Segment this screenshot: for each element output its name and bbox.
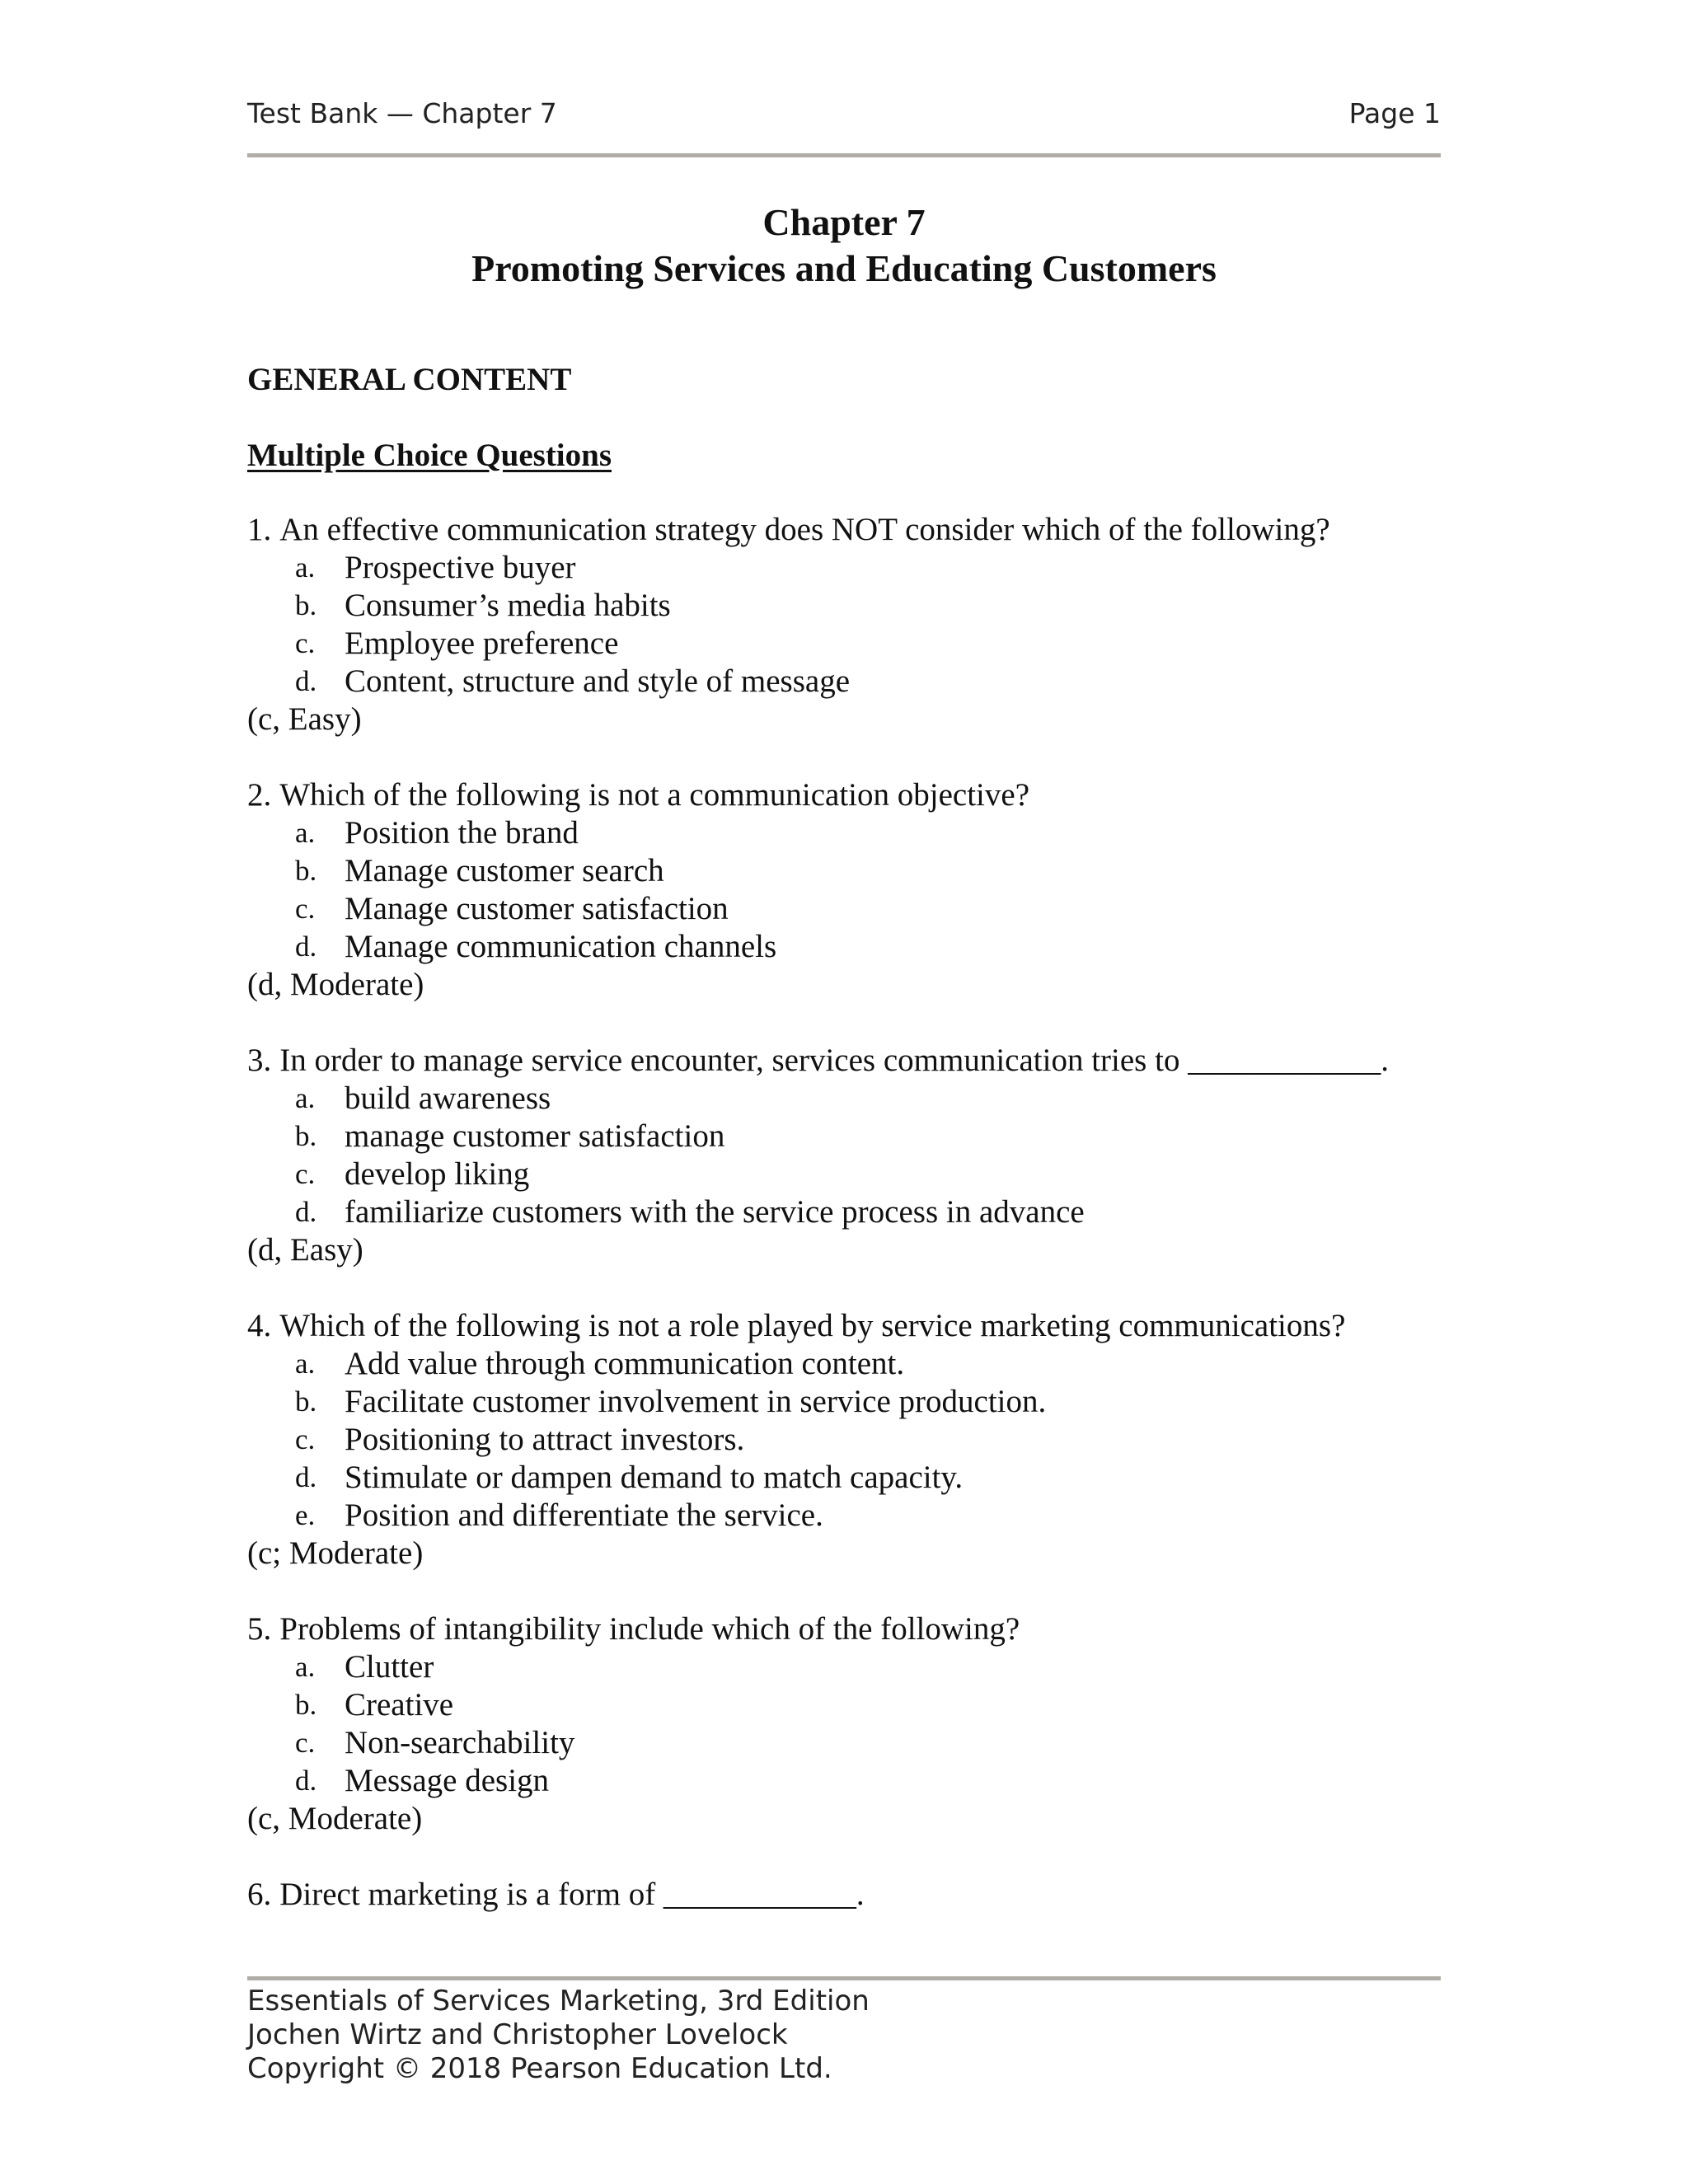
question-number: 2. (247, 777, 272, 813)
option-letter: e. (295, 1499, 316, 1531)
option-item (247, 1383, 1441, 1421)
option-item (247, 814, 1441, 852)
answer-key: (d, Easy) (247, 1232, 363, 1268)
option-item (247, 549, 1441, 587)
option-item (247, 1080, 1441, 1118)
question-text: In order to manage service encounter, services communication tries to ____________. (279, 1043, 1389, 1078)
answer-key: (d, Moderate) (247, 967, 424, 1002)
option-letter: c. (295, 1727, 316, 1759)
question-text: Which of the following is not a communication objective? (279, 777, 1030, 813)
option-list (247, 1648, 1441, 1800)
running-header-title: Test Bank — Chapter 7 (247, 97, 557, 129)
header-rule (247, 153, 1441, 157)
option-text: Employee preference (345, 626, 619, 661)
answer-key: (c, Moderate) (247, 1801, 423, 1836)
footer-book-title: Essentials of Services Marketing, 3rd Edition (247, 1985, 870, 2018)
option-item (247, 1762, 1441, 1800)
option-text: Creative (345, 1687, 454, 1722)
option-item (247, 1345, 1441, 1383)
option-item (247, 852, 1441, 890)
option-letter: d. (295, 665, 317, 697)
option-item (247, 625, 1441, 663)
option-list (247, 549, 1441, 701)
question-4 (247, 1307, 1441, 1572)
option-text: Manage customer search (345, 853, 664, 888)
question-stem (247, 1042, 1441, 1080)
option-text: manage customer satisfaction (345, 1118, 725, 1154)
question-text: An effective communication strategy does NOT consider which of the following? (279, 512, 1330, 547)
option-text: Content, structure and style of message (345, 663, 851, 699)
option-item (247, 663, 1441, 701)
option-text: Position and differentiate the service. (345, 1497, 823, 1533)
option-text: Clutter (345, 1649, 434, 1685)
option-text: Message design (345, 1763, 550, 1798)
question-text: Direct marketing is a form of ____________. (279, 1877, 865, 1912)
question-5 (247, 1610, 1441, 1838)
option-letter: d. (295, 1461, 317, 1493)
option-text: Positioning to attract investors. (345, 1422, 745, 1457)
option-item (247, 1686, 1441, 1724)
option-text: familiarize customers with the service process in advance (345, 1194, 1085, 1230)
option-letter: b. (295, 1689, 317, 1721)
answer-key: (c, Easy) (247, 701, 362, 737)
option-item (247, 1193, 1441, 1231)
option-item (247, 587, 1441, 625)
question-number: 6. (247, 1877, 272, 1912)
option-item (247, 928, 1441, 966)
option-item (247, 1421, 1441, 1459)
question-text: Problems of intangibility include which of the following? (279, 1611, 1020, 1647)
question-stem (247, 1876, 1441, 1914)
option-letter: a. (295, 817, 316, 849)
footer-copyright: Copyright © 2018 Pearson Education Ltd. (247, 2052, 832, 2085)
option-item (247, 1118, 1441, 1155)
option-text: Manage communication channels (345, 929, 777, 964)
question-number: 3. (247, 1043, 272, 1078)
subsection-heading: Multiple Choice Questions (247, 438, 612, 473)
chapter-name: Promoting Services and Educating Customers (471, 247, 1217, 289)
page-number: Page 1 (1348, 97, 1441, 129)
option-item (247, 1724, 1441, 1762)
question-list (247, 511, 1441, 1952)
question-number: 5. (247, 1611, 272, 1647)
option-letter: b. (295, 1385, 317, 1418)
option-letter: b. (295, 1120, 317, 1152)
page-header (247, 97, 1441, 129)
question-3 (247, 1042, 1441, 1269)
option-item (247, 1459, 1441, 1497)
question-stem (247, 1307, 1441, 1345)
question-text: Which of the following is not a role played by service marketing communications? (279, 1308, 1346, 1343)
question-stem (247, 1610, 1441, 1648)
answer-key: (c; Moderate) (247, 1535, 424, 1571)
option-text: Position the brand (345, 815, 579, 851)
option-text: Add value through communication content. (345, 1346, 905, 1381)
option-letter: c. (295, 1158, 316, 1190)
chapter-number: Chapter 7 (762, 201, 926, 243)
question-2 (247, 776, 1441, 1004)
option-text: Stimulate or dampen demand to match capacity. (345, 1460, 964, 1495)
option-letter: c. (295, 1423, 316, 1455)
option-letter: a. (295, 551, 316, 583)
option-letter: c. (295, 627, 316, 659)
option-text: build awareness (345, 1080, 551, 1116)
option-list (247, 814, 1441, 966)
option-text: Non-searchability (345, 1725, 575, 1760)
question-number: 4. (247, 1308, 272, 1343)
option-list (247, 1080, 1441, 1231)
option-letter: b. (295, 855, 317, 887)
option-letter: d. (295, 1765, 317, 1797)
option-item (247, 890, 1441, 928)
option-text: Prospective buyer (345, 550, 576, 585)
footer-authors: Jochen Wirtz and Christopher Lovelock (247, 2018, 788, 2051)
option-letter: c. (295, 893, 316, 925)
option-item (247, 1648, 1441, 1686)
question-1 (247, 511, 1441, 738)
question-stem (247, 776, 1441, 814)
option-item (247, 1155, 1441, 1193)
question-number: 1. (247, 512, 272, 547)
option-letter: d. (295, 1196, 317, 1228)
option-letter: b. (295, 589, 317, 621)
option-letter: a. (295, 1082, 316, 1114)
option-item (247, 1497, 1441, 1535)
option-text: Consumer’s media habits (345, 588, 671, 623)
chapter-title (247, 199, 1441, 292)
option-letter: d. (295, 930, 317, 963)
option-text: Manage customer satisfaction (345, 891, 729, 926)
option-letter: a. (295, 1347, 316, 1380)
option-text: Facilitate customer involvement in service production. (345, 1384, 1047, 1419)
question-stem (247, 511, 1441, 549)
footer-rule (247, 1976, 1441, 1980)
option-list (247, 1345, 1441, 1535)
option-letter: a. (295, 1651, 316, 1683)
question-6 (247, 1876, 1441, 1914)
option-text: develop liking (345, 1156, 530, 1192)
section-heading: GENERAL CONTENT (247, 362, 572, 397)
page-footer (247, 1985, 870, 2086)
